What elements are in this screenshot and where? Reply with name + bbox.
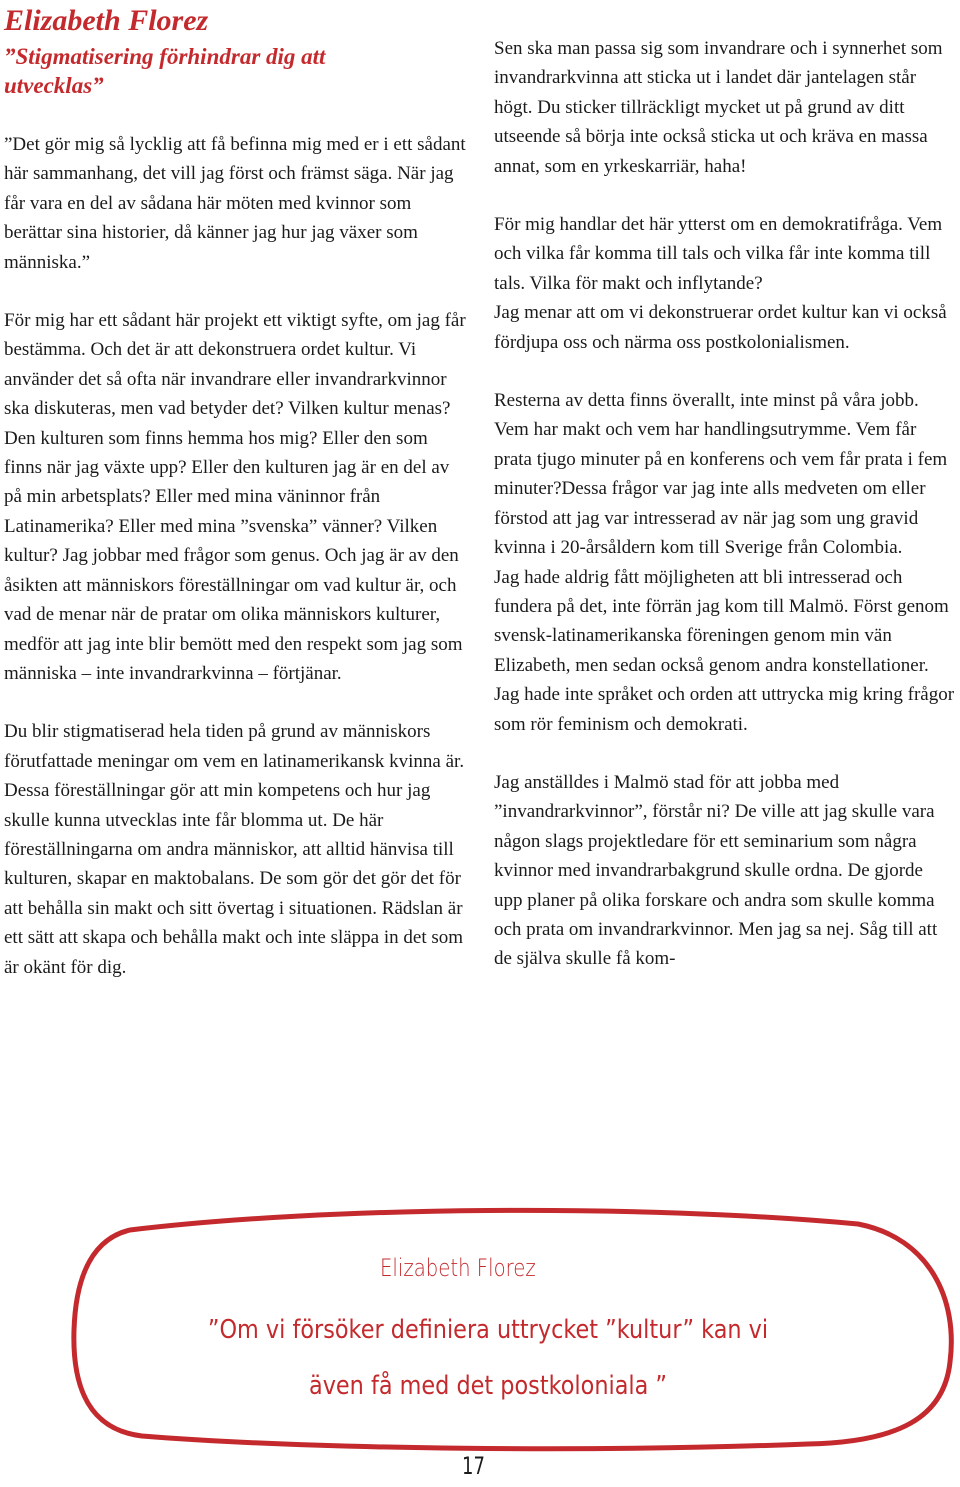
article-title: ”Stigmatisering förhindrar dig att utvecklas” <box>4 44 326 98</box>
page-number: 17 <box>462 1452 485 1480</box>
paragraph: Resterna av detta finns överallt, inte minst på våra jobb. Vem har makt och vem har handlingsutrymme. Vem får prata tjugo minuter på en konferens och vem får prata i fem minuter?Dessa frågor var jag inte alls medveten om eller förstod att jag var intresserad av när jag som ung gravid kvinna i 20-årsåldern kom till Sverige från Colombia. <box>494 390 948 559</box>
paragraph: ”Det gör mig så lycklig att få befinna mig med er i ett sådant här sammanhang, det vill jag först och främst säga. När jag får vara en del av sådana här möten med kvinnor som berättar sina historier, då känner jag hur jag växer som människa.” <box>4 134 466 273</box>
paragraph: Jag hade aldrig fått möjligheten att bli intresserad och fundera på det, inte förrän jag kom till Malmö. Först genom svensk-latinamerikanska föreningen genom min vän Elizabeth, men sedan också genom andra konstellationer. Jag hade inte språket och orden att uttrycka mig kring frågor som rör feminism och demokrati. <box>494 566 955 735</box>
paragraph: Jag menar att om vi dekonstruerar ordet kultur kan vi också fördjupa oss och närma oss postkolonialismen. <box>494 302 947 353</box>
paragraph: För mig handlar det här ytterst om en demokratifråga. Vem och vilka får komma till tals och vilka får inte komma till tals. Vilka för makt och inflytande? <box>494 214 943 294</box>
author-name: Elizabeth Florez <box>4 4 209 37</box>
paragraph: Jag anställdes i Malmö stad för att jobba med ”invandrarkvinnor”, förstår ni? De ville att jag skulle vara någon slags projektledare för ett seminarium som några kvinnor med invandrarbakgrund skulle ordna. De gjorde upp planer på olika forskare och andra som skulle komma och prata om invandrarkvinnor. Men jag sa nej. Såg till att de själva skulle få kom- <box>494 771 938 970</box>
paragraph: För mig har ett sådant här projekt ett viktigt syfte, om jag får bestämma. Och det är att dekonstruera ordet kultur. Vi använder det så ofta när invandrare eller invandrarkvinnor ska diskuteras, men vad betyder det? Vilken kultur menas? Den kulturen som finns hemma hos mig? Eller den som finns när jag växte upp? Eller den kulturen jag är en del av på min arbetsplats? Eller med mina väninnor från Latinamerika? Eller med mina ”svenska” vänner? Vilken kultur? Jag jobbar med frågor som genus. Och jag är av den åsikten att människors föreställningar om vad kultur är, och vad de menar när de pratar om olika människors kulturer, medför att jag inte blir bemött med den respekt som jag som människa – inte invandrarkvinna – förtjänar. <box>4 310 466 684</box>
paragraph: Sen ska man passa sig som invandrare och i synnerhet som invandrarkvinna att sticka ut i landet där jantelagen står högt. Du sticker tillräckligt mycket ut på grund av ditt utseende så börja inte också sticka ut och kräva en massa annat, som en yrkeskarriär, haha! <box>494 38 943 177</box>
callout-author: Elizabeth Florez <box>380 1254 536 1282</box>
callout-quote: ”Om vi försöker definiera uttrycket ”kultur” kan vi även få med det postkoloniala ” <box>207 1315 769 1401</box>
paragraph: Du blir stigmatiserad hela tiden på grund av människors förutfattade meningar om vem en latinamerikansk kvinna är. Dessa föreställningar gör att min kompetens och hur jag skulle kunna utvecklas inte får blomma ut. De här föreställningarna om andra människor, att alltid hänvisa till kulturen, skapar en maktobalans. De som gör det gör det för att behålla sin makt och sitt övertag i situationen. Rädslan är ett sätt att skapa och behålla makt och inte släppa in det som är okänt för dig. <box>4 721 465 978</box>
